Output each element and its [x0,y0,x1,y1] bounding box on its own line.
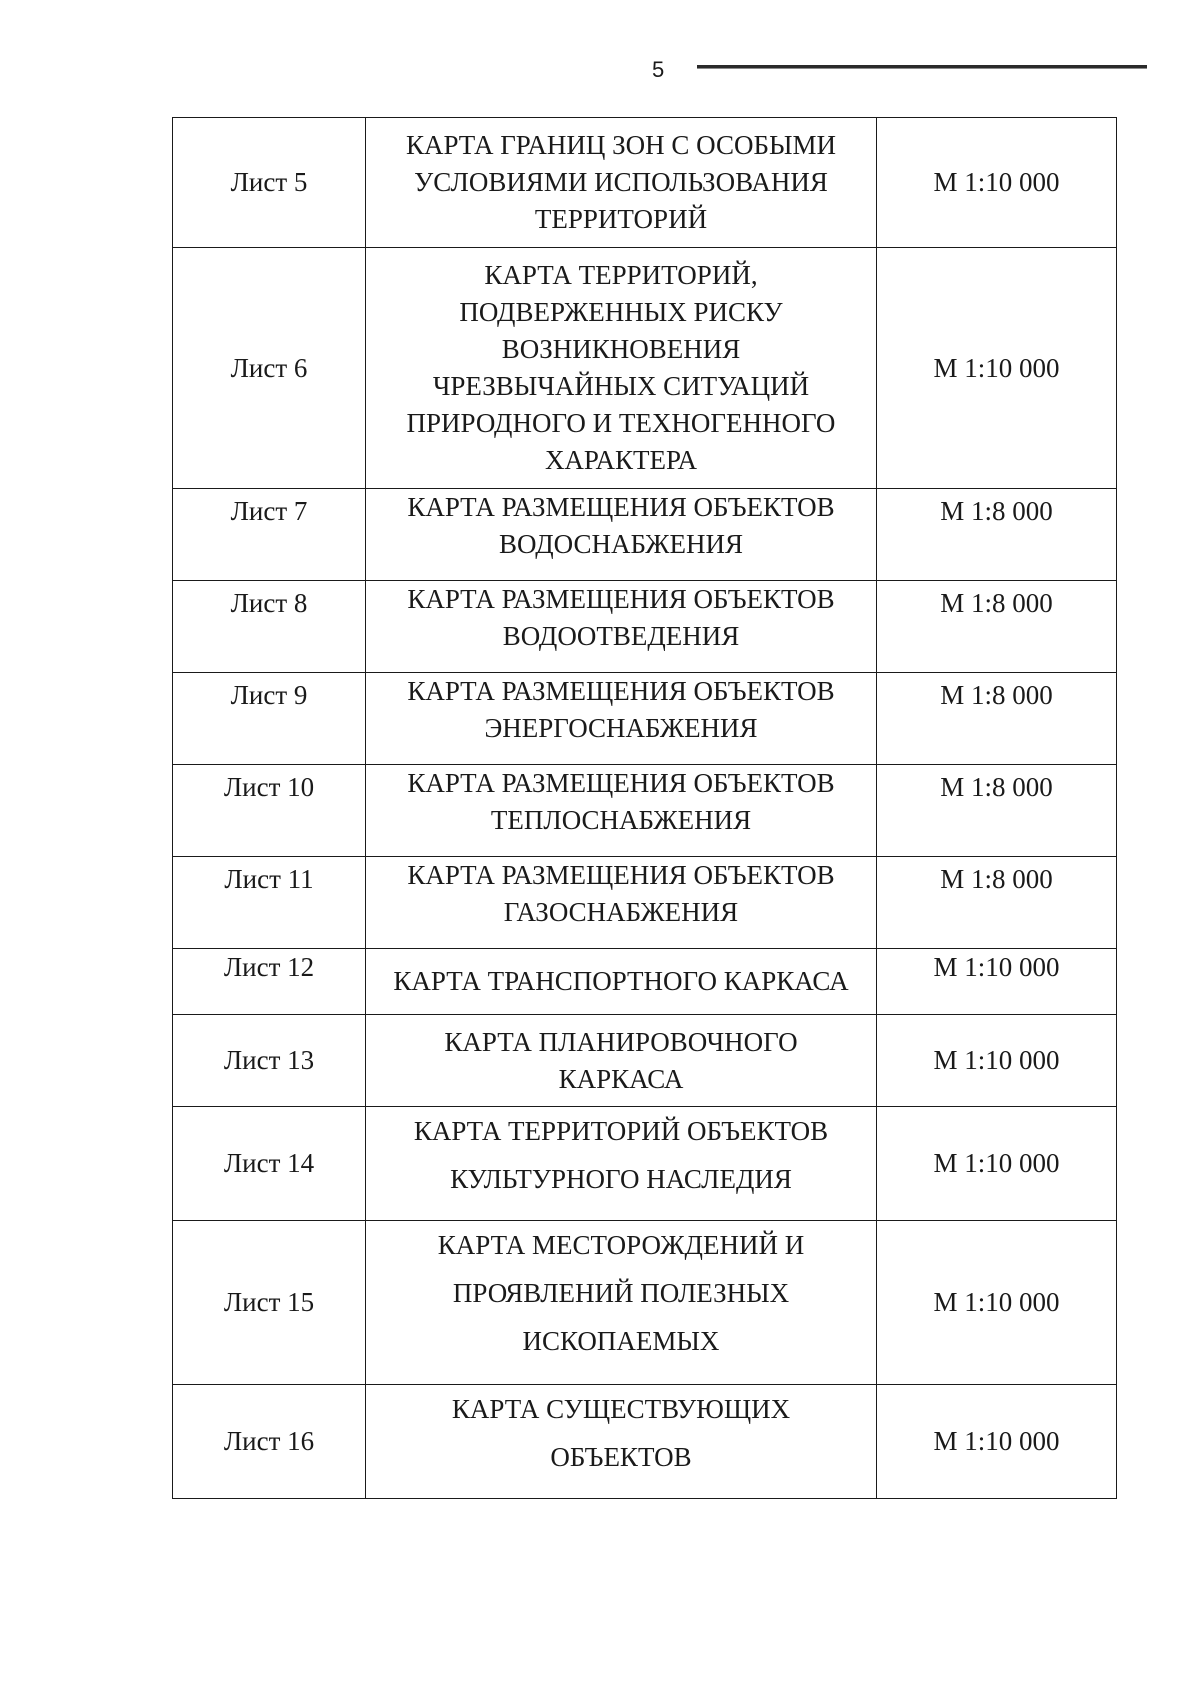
scale-cell: М 1:10 000 [877,1221,1117,1385]
scale-cell: М 1:8 000 [877,765,1117,857]
table-row [173,248,1117,489]
map-title-cell: КАРТА ТЕРРИТОРИЙ ОБЪЕКТОВ КУЛЬТУРНОГО НАСЛЕДИЯ [366,1107,877,1221]
map-title-cell: КАРТА ПЛАНИРОВОЧНОГО КАРКАСА [366,1015,877,1107]
sheet-number-cell: Лист 12 [173,949,366,1015]
table-row [173,1015,1117,1107]
sheet-number-cell: Лист 15 [173,1221,366,1385]
table-row [173,581,1117,673]
sheet-number-cell: Лист 8 [173,581,366,673]
map-title-cell: КАРТА РАЗМЕЩЕНИЯ ОБЪЕКТОВ ВОДОСНАБЖЕНИЯ [366,489,877,581]
table-row [173,765,1117,857]
map-title-cell: КАРТА ТЕРРИТОРИЙ, ПОДВЕРЖЕННЫХ РИСКУ ВОЗНИКНОВЕНИЯ ЧРЕЗВЫЧАЙНЫХ СИТУАЦИЙ ПРИРОДНОГО И ТЕХНОГЕННОГО ХАРАКТЕРА [366,248,877,489]
table-row [173,489,1117,581]
table-row [173,673,1117,765]
sheets-table [172,117,1117,1499]
sheet-number-cell: Лист 16 [173,1385,366,1499]
sheet-number-cell: Лист 14 [173,1107,366,1221]
table-row [173,857,1117,949]
table-row [173,1107,1117,1221]
map-title-cell: КАРТА РАЗМЕЩЕНИЯ ОБЪЕКТОВ ГАЗОСНАБЖЕНИЯ [366,857,877,949]
map-title-cell: КАРТА РАЗМЕЩЕНИЯ ОБЪЕКТОВ ЭНЕРГОСНАБЖЕНИЯ [366,673,877,765]
scale-cell: М 1:10 000 [877,949,1117,1015]
sheet-number-cell: Лист 6 [173,248,366,489]
sheet-number-cell: Лист 11 [173,857,366,949]
scale-cell: М 1:8 000 [877,673,1117,765]
scale-cell: М 1:10 000 [877,1107,1117,1221]
table-row [173,949,1117,1015]
scale-cell: М 1:10 000 [877,248,1117,489]
scale-cell: М 1:10 000 [877,118,1117,248]
map-title-cell: КАРТА РАЗМЕЩЕНИЯ ОБЪЕКТОВ ТЕПЛОСНАБЖЕНИЯ [366,765,877,857]
map-title-cell: КАРТА РАЗМЕЩЕНИЯ ОБЪЕКТОВ ВОДООТВЕДЕНИЯ [366,581,877,673]
table-row [173,118,1117,248]
scale-cell: М 1:8 000 [877,581,1117,673]
scale-cell: М 1:10 000 [877,1015,1117,1107]
map-title-cell: КАРТА ГРАНИЦ ЗОН С ОСОБЫМИ УСЛОВИЯМИ ИСПОЛЬЗОВАНИЯ ТЕРРИТОРИЙ [366,118,877,248]
sheet-number-cell: Лист 9 [173,673,366,765]
page-number: 5 [652,57,665,82]
map-title-cell: КАРТА СУЩЕСТВУЮЩИХ ОБЪЕКТОВ [366,1385,877,1499]
sheet-number-cell: Лист 5 [173,118,366,248]
table-row [173,1221,1117,1385]
table-row [173,1385,1117,1499]
scale-cell: М 1:10 000 [877,1385,1117,1499]
sheet-number-cell: Лист 10 [173,765,366,857]
sheet-number-cell: Лист 13 [173,1015,366,1107]
map-title-cell: КАРТА ТРАНСПОРТНОГО КАРКАСА [366,949,877,1015]
scale-cell: М 1:8 000 [877,489,1117,581]
scale-cell: М 1:8 000 [877,857,1117,949]
map-title-cell: КАРТА МЕСТОРОЖДЕНИЙ И ПРОЯВЛЕНИЙ ПОЛЕЗНЫХ ИСКОПАЕМЫХ [366,1221,877,1385]
header-rule [697,65,1147,69]
sheet-number-cell: Лист 7 [173,489,366,581]
